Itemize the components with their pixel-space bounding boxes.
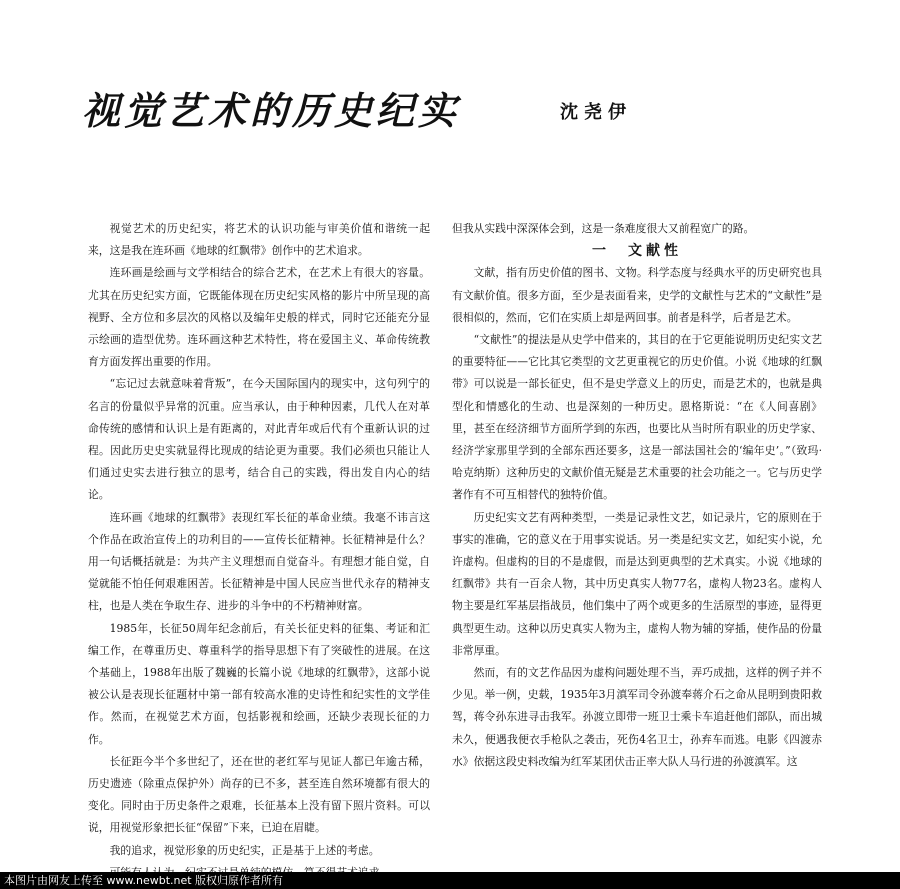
paragraph: 长征距今半个多世纪了，还在世的老红军与见证人都已年逾古稀，历史遗迹（除重点保护外）尚存的已不多，甚至连自然环境都有很大的变化。同时由于历史条件之艰难，长征基本上没有留下照片资料。可以说，用视觉形象把长征“保留”下来，已迫在眉睫。 — [88, 754, 430, 835]
paragraph: 文献，指有历史价值的图书、文物。科学态度与经典水平的历史研究也具有文献价值。很多方面，至少是表面看来，史学的文献性与艺术的“文献性”是很相似的，然而，它们在实质上却是两回事。前者是科学，后者是艺术。 — [452, 266, 822, 324]
article-author: 沈尧伊 — [560, 102, 632, 123]
section-heading: 一 文献性 — [592, 243, 682, 260]
paragraph: 视觉艺术的历史纪实，将艺术的认识功能与审美价值和谐统一起来，这是我在连环画《地球的红飘带》创作中的艺术追求。 — [88, 222, 430, 258]
left-column — [88, 218, 430, 884]
paragraph: “文献性”的提法是从史学中借来的，其目的在于它更能说明历史纪实文艺的重要特征——它比其它类型的文艺更重视它的历史价值。小说《地球的红飘带》可以说是一部长征史，但不是史学意义上的历史，而是艺术的，也就是典型化和情感化的生动、也是深刻的一种历史。恩格斯说：“在《人间喜剧》里，甚至在经济细节方面所学到的东西，也要比从当时所有职业的历史学家、经济学家那里学到的全部东西还要多，这是一部法国社会的‘编年史’。”（致玛·哈克纳斯）这种历史的文献价值无疑是艺术重要的社会功能之一。它与历史学著作有不可互相替代的独特价值。 — [452, 333, 822, 502]
paragraph: 我的追求，视觉形象的历史纪实，正是基于上述的考虑。 — [109, 843, 380, 857]
paragraph: 1985年，长征50周年纪念前后，有关长征史料的征集、考证和汇编工作，在尊重历史、尊重科学的指导思想下有了突破性的进展。在这个基础上，1988年出版了魏巍的长篇小说《地球的红飘带》，这部小说被公认是表现长征题材中第一部有较高水准的史诗性和纪实性的文学佳作。然而，在视觉艺术方面，包括影视和绘画，还缺少表现长征的力作。 — [88, 621, 430, 746]
paragraph: 然而，有的文艺作品因为虚构问题处理不当，弄巧成拙，这样的例子并不少见。举一例，史载，1935年3月滇军司令孙渡奉蒋介石之命从昆明到贵阳救驾，蒋令孙东进寻击我军。孙渡立即带一班卫士乘卡车追赶他们部队，而出城未久，便遇我便衣手枪队之袭击，死伤4名卫士，孙弃车而逃。电影《四渡赤水》依据这段史料改编为红军某团伏击正率大队人马行进的孙渡滇军。这 — [452, 666, 822, 768]
paragraph: 连环画是绘画与文学相结合的综合艺术，在艺术上有很大的容量。尤其在历史纪实方面，它既能体现在历史纪实风格的影片中所呈现的高视野、全方位和多层次的风格以及编年史般的样式，同时它还能充分显示绘画的造型优势。连环画这种艺术特性，将在爱国主义、革命传统教育方面发挥出重要的作用。 — [88, 266, 430, 369]
right-column — [452, 218, 822, 773]
continuation-paragraph: 但我从实践中深深体会到，这是一条难度很大又前程宽广的路。 — [452, 222, 755, 235]
paragraph: 连环画《地球的红飘带》表现红军长征的革命业绩。我毫不讳言这个作品在政治宣传上的功利目的——宣传长征精神。长征精神是什么？用一句话概括就是：为共产主义理想而自觉奋斗。有理想才能自觉，自觉就能不怕任何艰难困苦。长征精神是中国人民应当世代永存的精神支柱，也是人类在争取生存、进步的斗争中的不朽精神财富。 — [88, 510, 430, 613]
paragraph: “忘记过去就意味着背叛”，在今天国际国内的现实中，这句列宁的名言的份量似乎异常的沉重。应当承认，由于种种因素，几代人在对革命传统的感情和认识上是有距离的，对此青年或后代有个重新认识的过程。因此历史史实就显得比现成的结论更为重要。我们必须也只能让人们通过史实去进行独立的思考，结合自己的实践，得出发自内心的结论。 — [88, 377, 430, 502]
article-title: 视觉艺术的历史纪实 — [82, 89, 461, 133]
paragraph: 历史纪实文艺有两种类型，一类是记录性文艺，如记录片，它的原则在于事实的准确，它的意义在于用事实说话。另一类是纪实文艺，如纪实小说，允许虚构。但虚构的目的不是虚假，而是达到更典型的艺术真实。小说《地球的红飘带》共有一百余人物，其中历史真实人物77名，虚构人物23名。虚构人物主要是红军基层指战员，他们集中了两个或更多的生活原型的事迹，显得更典型更生动。这种以历史真实人物为主，虚构人物为辅的穿插，使作品的份量非常厚重。 — [452, 510, 822, 657]
copyright-footer: 本图片由网友上传至 www.newbt.net 版权归原作者所有 — [0, 872, 900, 889]
